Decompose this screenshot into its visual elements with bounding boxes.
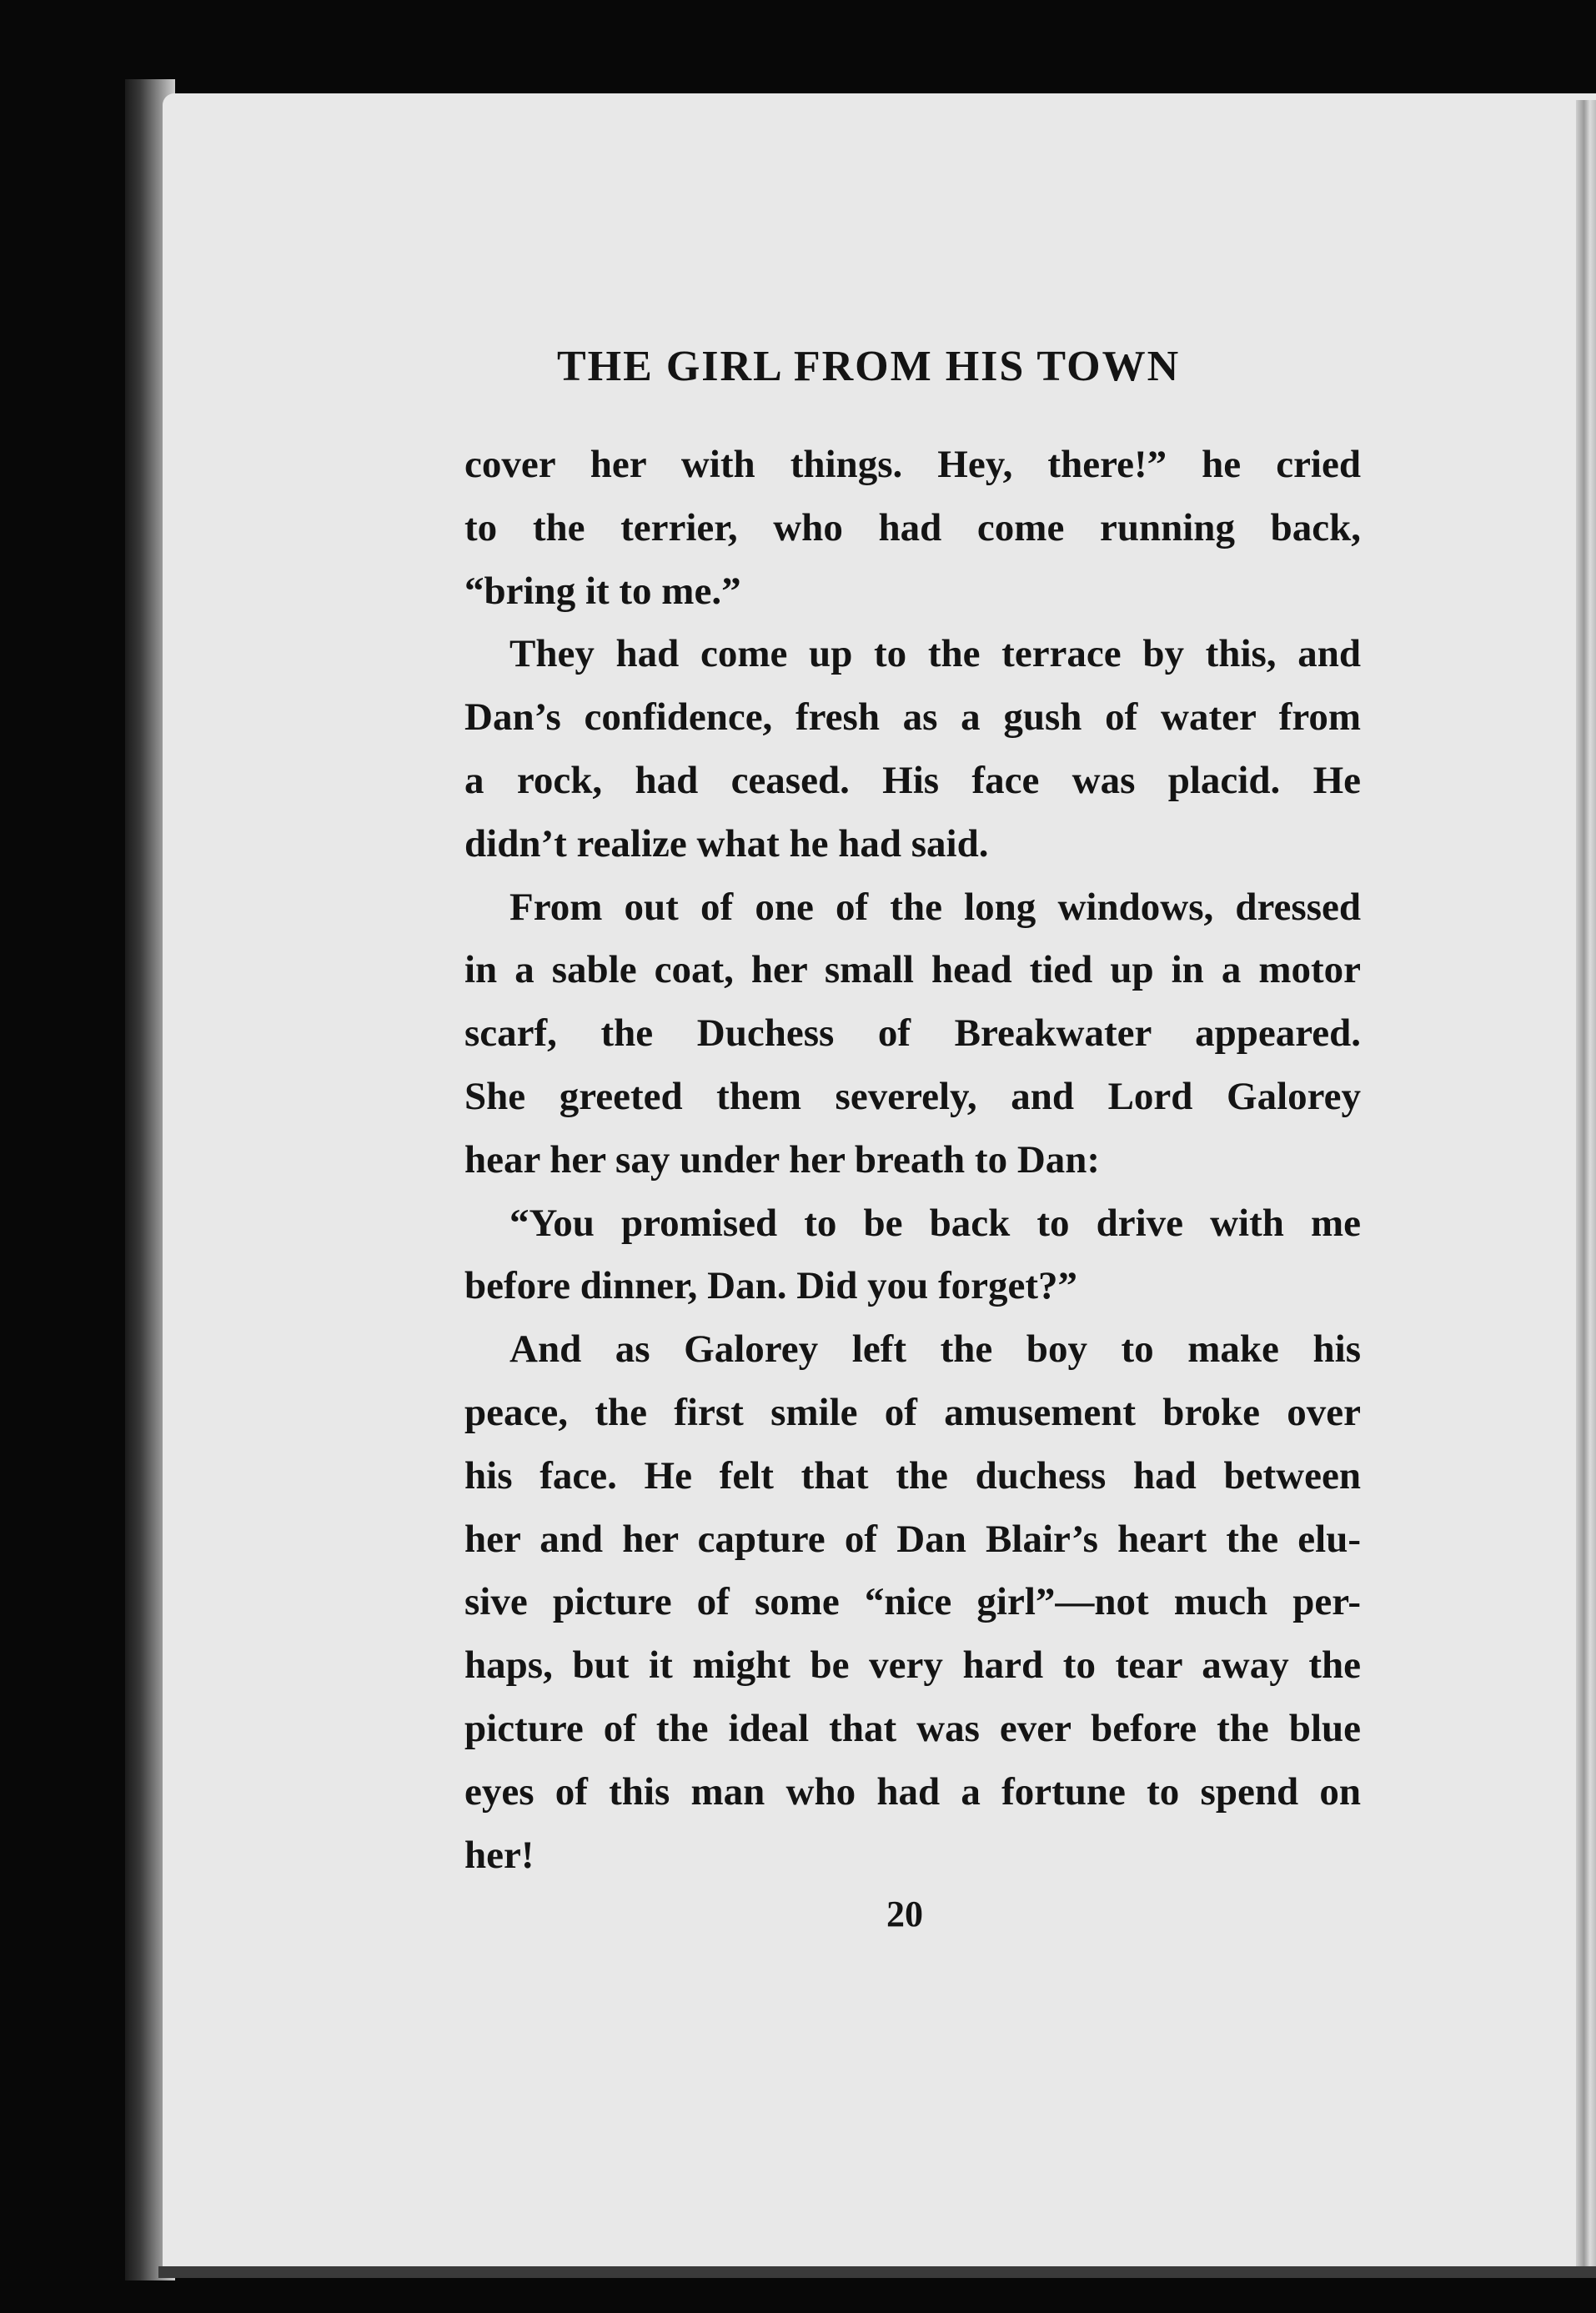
text-line: “bring it to me.”	[464, 569, 741, 613]
running-head: THE GIRL FROM HIS TOWN	[557, 343, 1181, 390]
page-number: 20	[886, 1894, 923, 1934]
text-line: in a sable coat, her small head tied up in a motor	[464, 948, 1361, 992]
text-line: scarf, the Duchess of Breakwater appeared.	[464, 1011, 1361, 1056]
text-line: sive picture of some “nice girl”—not much per-	[464, 1580, 1361, 1624]
text-line: Dan’s confidence, fresh as a gush of water from	[464, 695, 1361, 740]
text-line: peace, the first smile of amusement broke over	[464, 1390, 1361, 1434]
text-line: She greeted them severely, and Lord Galorey	[464, 1074, 1361, 1118]
text-line: And as Galorey left the boy to make his	[509, 1327, 1361, 1372]
text-line: his face. He felt that the duchess had between	[464, 1453, 1361, 1498]
text-line: cover her with things. Hey, there!” he cried	[464, 443, 1361, 486]
text-line: picture of the ideal that was ever before the blue	[464, 1706, 1361, 1750]
text-line: her and her capture of Dan Blair’s heart the elu-	[464, 1517, 1361, 1561]
text-line: a rock, had ceased. His face was placid. He	[464, 758, 1361, 802]
text-line: before dinner, Dan. Did you forget?”	[464, 1264, 1078, 1308]
text-line: eyes of this man who had a fortune to spend on	[464, 1769, 1361, 1814]
text-line: didn’t realize what he had said.	[464, 821, 989, 865]
page-bottom-edge	[158, 2266, 1596, 2278]
page-fore-edge	[1576, 100, 1596, 2268]
text-line: “You promised to be back to drive with me	[509, 1201, 1361, 1245]
text-line: hear her say under her breath to Dan:	[464, 1137, 1101, 1182]
body-text	[464, 434, 1361, 1887]
text-line: They had come up to the terrace by this, and	[509, 632, 1361, 676]
text-line: From out of one of the long windows, dressed	[509, 885, 1361, 929]
text-line: haps, but it might be very hard to tear away the	[464, 1643, 1361, 1688]
text-line: to the terrier, who had come running back,	[464, 505, 1361, 549]
text-line: her!	[464, 1833, 535, 1877]
